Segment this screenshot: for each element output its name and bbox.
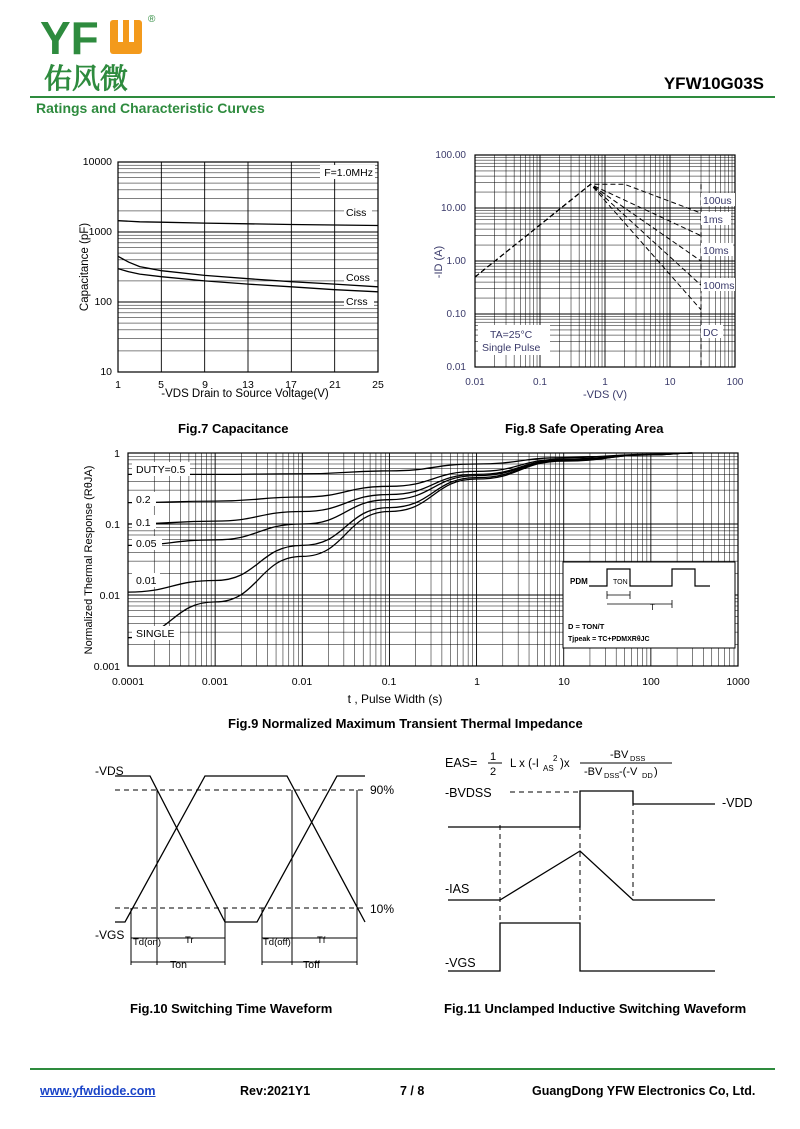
fig9-ylabel: Normalized Thermal Response (RθJA) xyxy=(83,465,95,655)
fig8-caption: Fig.8 Safe Operating Area xyxy=(505,421,664,436)
fig9-label-005: 0.05 xyxy=(136,538,157,550)
fig8-label-10ms: 10ms xyxy=(703,245,729,257)
fig7-xtick: 13 xyxy=(242,379,254,391)
fig8-note-pulse: Single Pulse xyxy=(482,342,541,354)
logo-cn-text: 佑风微 xyxy=(44,63,129,94)
fig7-freq-annotation: F=1.0MHz xyxy=(324,167,373,179)
fig10-90pct: 90% xyxy=(370,783,395,797)
website-link[interactable]: www.yfwdiode.com xyxy=(40,1084,156,1098)
fig10-tr: Tr xyxy=(185,935,194,946)
fig11-caption: Fig.11 Unclamped Inductive Switching Waveform xyxy=(444,1001,747,1016)
fig8-xtick: 100 xyxy=(726,377,744,388)
fig9-xtick: 0.1 xyxy=(381,676,397,688)
fig8-soa-chart xyxy=(420,145,770,407)
fig8-xtick: 0.01 xyxy=(465,377,485,388)
fig11-uis-waveform xyxy=(430,745,775,985)
svg-text:2: 2 xyxy=(490,766,497,778)
header-divider xyxy=(30,96,775,98)
fig10-10pct: 10% xyxy=(370,902,395,916)
fig9-inset-eq2: Tjpeak = TC+PDMXRθJC xyxy=(568,636,650,643)
fig7-label-crss: Crss xyxy=(346,296,368,308)
fig7-xtick: 21 xyxy=(329,379,341,391)
fig7-capacitance-chart xyxy=(70,150,390,410)
fig9-curve-0-2 xyxy=(128,453,692,503)
logo-yf-letters: YF xyxy=(40,12,99,64)
fig10-tf: Tf xyxy=(317,935,326,946)
fig9-label-02: 0.2 xyxy=(136,494,151,506)
fig9-xtick: 10 xyxy=(558,676,570,688)
fig10-vds-label: -VDS xyxy=(95,764,124,778)
footer-company: GuangDong YFW Electronics Co, Ltd. xyxy=(532,1084,756,1098)
fig8-xlabel: -VDS (V) xyxy=(583,389,627,401)
svg-text:DSS: DSS xyxy=(630,754,646,763)
fig10-ton: Ton xyxy=(170,959,187,971)
fig11-eas-label: EAS= xyxy=(445,756,478,770)
fig9-caption: Fig.9 Normalized Maximum Transient Thermal Impedance xyxy=(228,716,583,731)
svg-text:)x: )x xyxy=(560,758,570,770)
fig8-label-100us: 100us xyxy=(703,195,732,207)
fig7-ylabel: Capacitance (pF) xyxy=(79,222,91,312)
fig8-ytick: 0.01 xyxy=(446,362,466,373)
fig9-thermal-chart xyxy=(70,445,760,710)
svg-text:): ) xyxy=(654,766,658,778)
fig9-xtick: 0.01 xyxy=(291,676,313,688)
fig7-ytick: 1000 xyxy=(88,226,112,238)
fig10-td-on: Td(on) xyxy=(133,937,161,948)
fig7-ytick: 100 xyxy=(94,296,112,308)
fig9-label-001: 0.01 xyxy=(136,575,157,587)
fig9-label-01: 0.1 xyxy=(136,517,151,529)
fig7-xtick: 5 xyxy=(158,379,164,391)
fig11-vgs-label: -VGS xyxy=(445,956,476,970)
fig8-ytick: 10.00 xyxy=(440,203,466,214)
fig9-curve-0-05 xyxy=(128,453,692,545)
fig9-label-single: SINGLE xyxy=(136,628,175,640)
fig7-xlabel: -VDS Drain to Source Voltage(V) xyxy=(161,388,329,400)
company-logo xyxy=(40,8,170,98)
fig8-ytick: 1.00 xyxy=(446,256,466,267)
fig8-ytick: 100.00 xyxy=(435,150,466,161)
fig8-note-temp: TA=25°C xyxy=(490,329,533,341)
fig9-label-duty05: DUTY=0.5 xyxy=(136,464,186,476)
fig9-xlabel: t , Pulse Width (s) xyxy=(347,692,443,706)
fig9-ytick: 1 xyxy=(114,448,120,460)
fig11-bvdss-label: -BVDSS xyxy=(445,786,492,800)
fig7-xtick: 1 xyxy=(115,379,121,391)
part-number: YFW10G03S xyxy=(663,74,764,93)
fig7-ytick: 10000 xyxy=(82,156,112,168)
fig8-label-100ms: 100ms xyxy=(703,280,735,292)
svg-text:AS: AS xyxy=(543,764,554,773)
fig10-switching-waveform xyxy=(85,750,415,980)
fig7-xtick: 25 xyxy=(372,379,384,391)
fig10-td-off: Td(off) xyxy=(263,937,291,948)
footer-divider xyxy=(30,1068,775,1070)
fig9-xtick: 1000 xyxy=(726,676,750,688)
registered-mark: ® xyxy=(148,14,156,25)
fig11-ias-label: -IAS xyxy=(445,882,470,896)
footer-page-number: 7 / 8 xyxy=(400,1084,425,1098)
section-title: Ratings and Characteristic Curves xyxy=(36,100,265,116)
fig8-xtick: 10 xyxy=(664,377,676,388)
fig9-xtick: 100 xyxy=(642,676,660,688)
svg-text:-(-V: -(-V xyxy=(619,766,638,778)
fig8-ylabel: -ID (A) xyxy=(433,245,445,279)
svg-text:DD: DD xyxy=(642,771,653,780)
fig11-vdd-label: -VDD xyxy=(722,796,753,810)
fig9-xtick: 0.001 xyxy=(201,676,229,688)
fig9-inset-eq1: D = TON/T xyxy=(568,622,605,631)
fig7-caption: Fig.7 Capacitance xyxy=(178,421,289,436)
fig9-ytick: 0.01 xyxy=(99,590,120,602)
fig10-vgs-label: -VGS xyxy=(95,928,125,942)
fig8-label-dc: DC xyxy=(703,327,719,339)
fig9-xtick: 1 xyxy=(474,676,480,688)
svg-text:DSS: DSS xyxy=(604,771,620,780)
svg-text:1: 1 xyxy=(490,751,497,763)
fig9-inset-pdm: PDM xyxy=(570,577,588,586)
svg-text:-BV: -BV xyxy=(584,766,603,778)
fig7-label-ciss: Ciss xyxy=(346,207,367,219)
fig9-curve-0-1 xyxy=(128,453,692,524)
fig8-xtick: 0.1 xyxy=(533,377,547,388)
fig8-xtick: 1 xyxy=(602,377,608,388)
fig9-inset-ton: TON xyxy=(613,579,628,586)
fig9-ytick: 0.1 xyxy=(105,519,120,531)
svg-text:2: 2 xyxy=(553,754,558,763)
fig9-xtick: 0.0001 xyxy=(111,676,145,688)
fig7-xtick: 17 xyxy=(285,379,297,391)
fig8-ytick: 0.10 xyxy=(446,309,466,320)
footer-website[interactable] xyxy=(40,1084,156,1098)
fig9-inset-t: T xyxy=(650,603,655,612)
fig7-label-coss: Coss xyxy=(346,272,370,284)
fig10-toff: Toff xyxy=(303,959,320,971)
svg-text:-BV: -BV xyxy=(610,749,629,761)
fig10-caption: Fig.10 Switching Time Waveform xyxy=(130,1001,333,1016)
fig7-ytick: 10 xyxy=(100,366,112,378)
fig7-xtick: 9 xyxy=(202,379,208,391)
fig9-ytick: 0.001 xyxy=(93,661,120,673)
fig9-duty-inset xyxy=(563,562,735,648)
svg-text:L x (-I: L x (-I xyxy=(510,758,539,770)
fig8-label-1ms: 1ms xyxy=(703,214,723,226)
footer-revision: Rev:2021Y1 xyxy=(240,1084,311,1098)
